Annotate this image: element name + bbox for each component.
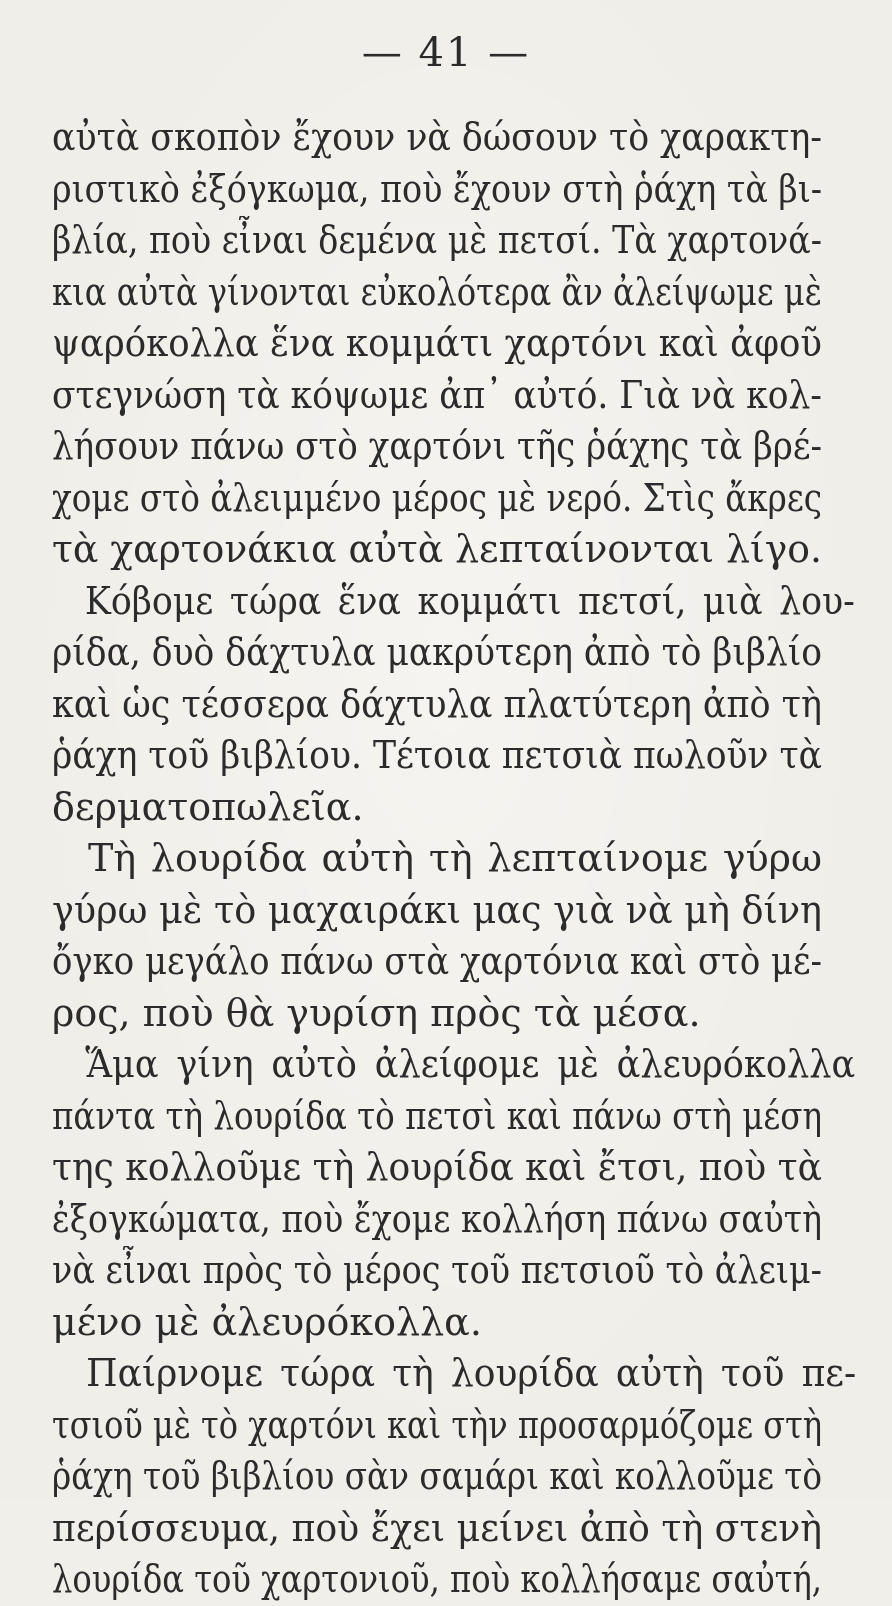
- text-line: Παίρνομε τώρα τὴ λουρίδα αὐτὴ τοῦ πε-: [86, 1351, 857, 1395]
- text-line: ὄγκο μεγάλο πάνω στὰ χαρτόνια καὶ στὸ μέ-: [52, 939, 822, 983]
- text-line: ρίδα, δυὸ δάχτυλα μακρύτερη ἀπὸ τὸ βιβλίο: [52, 630, 822, 674]
- text-line: γύρω μὲ τὸ μαχαιράκι μας γιὰ νὰ μὴ δίνη: [52, 887, 822, 932]
- text-line: νὰ εἶναι πρὸς τὸ μέρος τοῦ πετσιοῦ τὸ ἀλειμ-: [52, 1248, 822, 1292]
- paragraph: [52, 112, 822, 576]
- text-line: ψαρόκολλα ἕνα κομμάτι χαρτόνι καὶ ἀφοῦ: [52, 321, 822, 365]
- text-line: λήσουν πάνω στὸ χαρτόνι τῆς ῥάχης τὰ βρέ-: [52, 424, 823, 468]
- text-line: αὐτὰ σκοπὸν ἔχουν νὰ δώσουν τὸ χαρακτη-: [52, 115, 823, 159]
- text-line: ρος, ποὺ θὰ γυρίση πρὸς τὰ μέσα.: [52, 990, 701, 1035]
- text-line: στεγνώση τὰ κόψωμε ἀπ᾿ αὐτό. Γιὰ νὰ κολ-: [52, 372, 822, 417]
- text-line: ῥάχη τοῦ βιβλίου σὰν σαμάρι καὶ κολλοῦμε τὸ: [52, 1454, 823, 1498]
- text-line: ριστικὸ ἐξόγκωμα, ποὺ ἔχουν στὴ ῥάχη τὰ βι-: [52, 166, 823, 211]
- text-line: βλία, ποὺ εἶναι δεμένα μὲ πετσί. Τὰ χαρτονά-: [52, 218, 822, 262]
- paragraph: [52, 1039, 856, 1348]
- text-line: Ἅμα γίνη αὐτὸ ἀλείφομε μὲ ἀλευρόκολλα: [85, 1042, 856, 1086]
- text-line: τσιοῦ μὲ τὸ χαρτόνι καὶ τὴν προσαρμόζομε στὴ: [52, 1402, 822, 1447]
- text-line: ἐξογκώματα, ποὺ ἔχομε κολλήση πάνω σαὐτὴ: [52, 1196, 822, 1241]
- paragraph: [52, 576, 855, 834]
- text-line: Τὴ λουρίδα αὐτὴ τὴ λεπταίνομε γύρω: [88, 836, 822, 880]
- text-line: λουρίδα τοῦ χαρτονιοῦ, ποὺ κολλήσαμε σαὐτή,: [52, 1557, 822, 1601]
- text-line: καὶ ὡς τέσσερα δάχτυλα πλατύτερη ἀπὸ τὴ: [52, 681, 822, 726]
- text-line: περίσσευμα, ποὺ ἔχει μείνει ἀπὸ τὴ στενὴ: [52, 1505, 823, 1550]
- body-text: [52, 112, 857, 1606]
- text-line: ῥάχη τοῦ βιβλίου. Τέτοια πετσιὰ πωλοῦν τὰ: [52, 733, 823, 777]
- text-line: μένο μὲ ἀλευρόκολλα.: [52, 1299, 482, 1344]
- text-line: Κόβομε τώρα ἕνα κομμάτι πετσί, μιὰ λου-: [84, 578, 855, 623]
- text-line: της κολλοῦμε τὴ λουρίδα καὶ ἔτσι, ποὺ τὰ: [52, 1145, 823, 1189]
- page-number: — 41 —: [361, 30, 531, 76]
- text-line: τὰ χαρτονάκια αὐτὰ λεπταίνονται λίγο.: [52, 527, 822, 571]
- text-line: χομε στὸ ἀλειμμένο μέρος μὲ νερό. Στὶς ἄκρες: [52, 475, 823, 520]
- paragraph: [52, 833, 822, 1039]
- paragraph: [52, 1348, 857, 1606]
- text-line: κια αὐτὰ γίνονται εὐκολότερα ἂν ἀλείψωμε μὲ: [52, 269, 822, 314]
- text-line: πάντα τὴ λουρίδα τὸ πετσὶ καὶ πάνω στὴ μέση: [52, 1093, 822, 1138]
- text-line: δερματοπωλεῖα.: [52, 784, 364, 829]
